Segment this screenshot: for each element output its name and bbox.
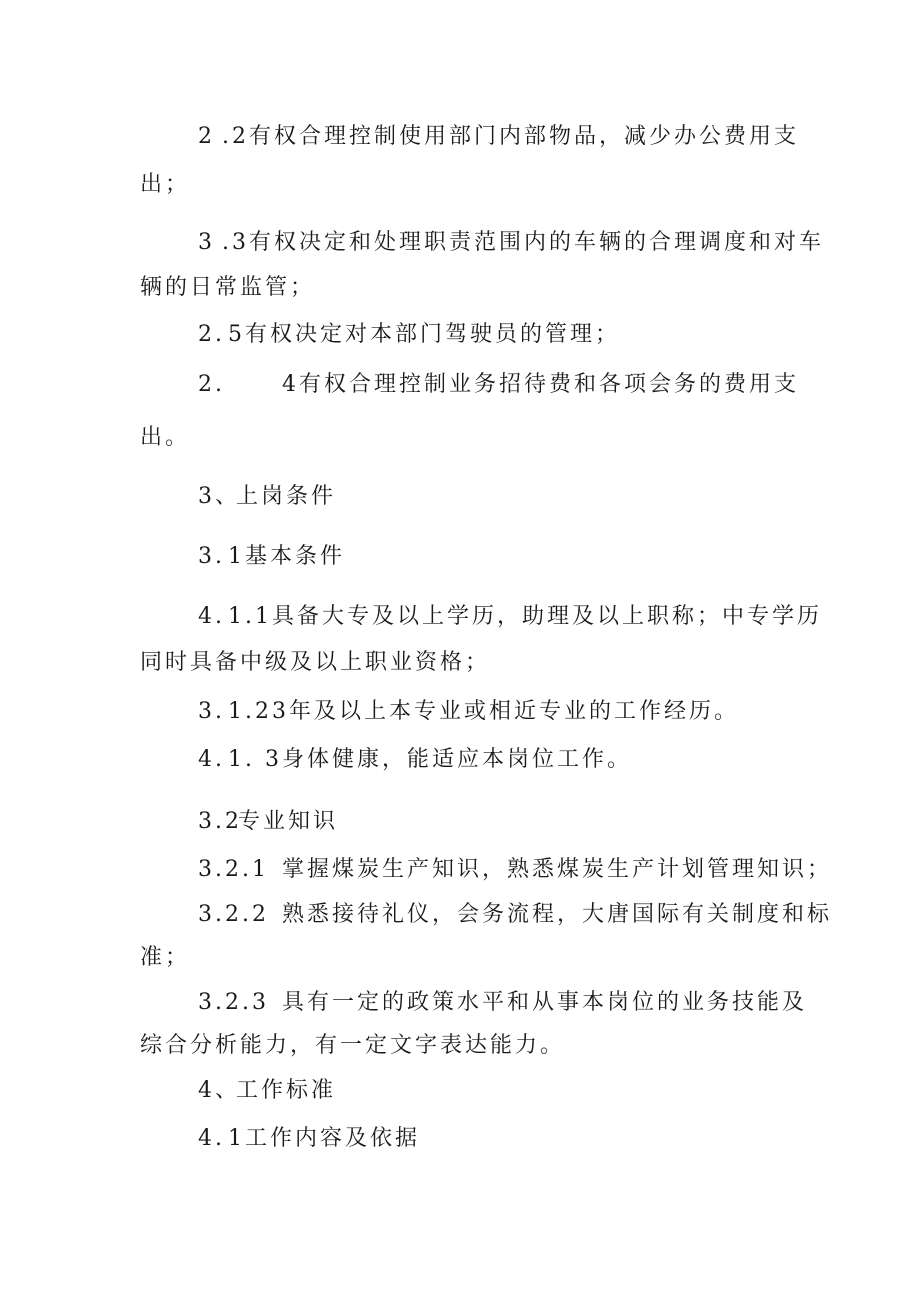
item-text: 4有权合理控制业务招待费和各项会务的费用支 (282, 372, 799, 397)
paragraph-2-4 (198, 370, 799, 400)
section-number: 3.2 (198, 809, 242, 834)
paragraph-2-2 (198, 122, 799, 152)
paragraph-3-1-2 (198, 697, 739, 727)
item-text: 掌握煤炭生产知识，熟悉煤炭生产计划管理知识； (282, 857, 833, 882)
item-text: 1. 3身体健康，能适应本岗位工作。 (228, 747, 632, 772)
item-text: .3有权决定和处理职责范围内的车辆的合理调度和对车 (222, 230, 824, 255)
subsection-heading-3-2 (198, 807, 338, 837)
section-heading-4 (198, 1076, 336, 1106)
section-title: 1基本条件 (228, 544, 345, 569)
item-text: 辆的日常监管； (140, 275, 316, 300)
section-number: 3. (198, 544, 225, 569)
item-text: 出。 (140, 425, 191, 450)
paragraph-3-2-3 (198, 988, 807, 1018)
paragraph-3-3-continued (140, 273, 315, 303)
paragraph-3-2-2 (198, 900, 832, 930)
paragraph-3-3 (198, 228, 824, 258)
paragraph-3-1-1 (198, 602, 822, 632)
section-heading-3 (198, 482, 336, 512)
paragraph-3-1-1-continued (140, 648, 490, 678)
paragraph-3-2-2-continued (140, 943, 190, 973)
item-text: 1.1具备大专及以上学历，助理及以上职称；中专学历 (228, 604, 822, 629)
item-number: 3. (198, 699, 225, 724)
item-number: 4. (198, 604, 225, 629)
subsection-heading-4-1 (198, 1124, 420, 1154)
item-number: 2. (198, 322, 225, 347)
item-text: 1.23年及以上本专业或相近专业的工作经历。 (228, 699, 739, 724)
item-text: 同时具备中级及以上职业资格； (140, 650, 491, 675)
paragraph-3-2-3-continued (140, 1031, 565, 1061)
section-title: 工作标准 (236, 1078, 337, 1103)
paragraph-3-1-3 (198, 745, 632, 775)
section-number: 3、 (198, 484, 240, 509)
section-number: 4. (198, 1126, 225, 1151)
item-text: 准； (140, 945, 191, 970)
paragraph-2-5 (198, 320, 620, 350)
subsection-heading-3-1 (198, 542, 345, 572)
item-number: 3.2.2 (198, 902, 269, 927)
item-number: 2. (198, 372, 225, 397)
item-text: 具有一定的政策水平和从事本岗位的业务技能及 (282, 990, 808, 1015)
paragraph-3-2-1 (198, 855, 832, 885)
item-text: 5有权决定对本部门驾驶员的管理； (228, 322, 620, 347)
section-title: 专业知识 (238, 809, 339, 834)
item-number: 3.2.3 (198, 990, 269, 1015)
item-text: 出； (140, 172, 191, 197)
paragraph-2-2-continued (140, 170, 190, 200)
section-title: 上岗条件 (236, 484, 337, 509)
item-number: 2 (198, 124, 215, 149)
item-text: 熟悉接待礼仪，会务流程，大唐国际有关制度和标 (282, 902, 833, 927)
section-number: 4、 (198, 1078, 240, 1103)
item-text: 综合分析能力，有一定文字表达能力。 (140, 1033, 566, 1058)
section-title: 1工作内容及依据 (228, 1126, 420, 1151)
item-number: 3.2.1 (198, 857, 269, 882)
item-text: .2有权合理控制使用部门内部物品，减少办公费用支 (222, 124, 799, 149)
paragraph-2-4-continued (140, 423, 190, 453)
item-number: 4. (198, 747, 225, 772)
item-number: 3 (198, 230, 215, 255)
